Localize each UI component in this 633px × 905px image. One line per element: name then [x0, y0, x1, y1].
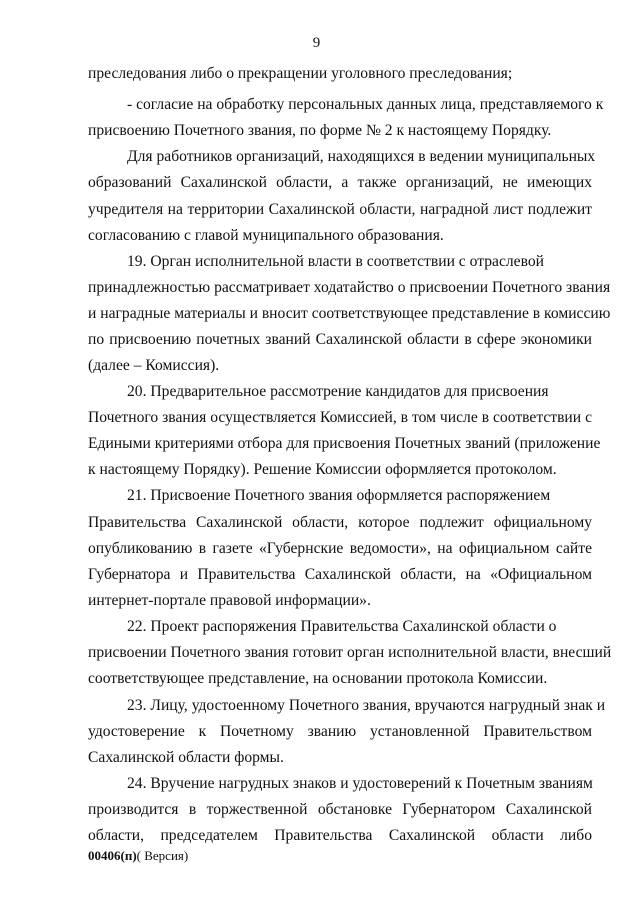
text-line: 21. Присвоение Почетного звания оформляется распоряжением: [127, 487, 551, 504]
text-line: преследования либо о прекращении уголовного преследования;: [88, 65, 513, 82]
text-line: - согласие на обработку персональных данных лица, представляемого к: [127, 96, 604, 113]
version-label: ( Версия): [136, 848, 189, 863]
text-line: Почетного звания осуществляется Комиссией, в том числе в соответствии с: [88, 409, 592, 426]
text-line: 22. Проект распоряжения Правительства Сахалинской области о: [127, 618, 557, 635]
text-line: 24. Вручение нагрудных знаков и удостоверений к Почетным званиям: [127, 775, 593, 792]
text-line: присвоению Почетного звания, по форме № 2 к настоящему Порядку.: [88, 122, 552, 139]
text-line: присвоении Почетного звания готовит орган исполнительной власти, внесший: [88, 644, 612, 661]
text-line: образований Сахалинской области, а также организаций, не имеющих: [88, 174, 592, 191]
text-line: интернет-портале правовой информации».: [88, 592, 371, 609]
text-line: и наградные материалы и вносит соответствующее представление в комиссию: [88, 305, 611, 322]
text-line: учредителя на территории Сахалинской области, наградной лист подлежит: [88, 201, 592, 218]
text-line: удостоверение к Почетному званию установленной Правительством: [88, 723, 592, 740]
text-line: по присвоению почетных званий Сахалинской области в сфере экономики: [88, 331, 592, 348]
text-line: области, председателем Правительства Сахалинской области либо: [88, 827, 592, 844]
text-line: производится в торжественной обстановке Губернатором Сахалинской: [88, 801, 592, 818]
text-line: Для работников организаций, находящихся в ведении муниципальных: [127, 148, 596, 165]
page-number: 9: [312, 35, 321, 51]
text-line: принадлежностью рассматривает ходатайство о присвоении Почетного звания: [88, 279, 611, 296]
text-line: 23. Лицу, удостоенному Почетного звания, вручаются нагрудный знак и: [127, 697, 606, 714]
text-line: к настоящему Порядку). Решение Комиссии оформляется протоколом.: [88, 461, 557, 478]
text-line: опубликованию в газете «Губернские ведомости», на официальном сайте: [88, 540, 592, 557]
text-line: Губернатора и Правительства Сахалинской области, на «Официальном: [88, 566, 592, 583]
text-line: (далее – Комиссия).: [88, 357, 220, 374]
text-line: 20. Предварительное рассмотрение кандидатов для присвоения: [127, 383, 549, 400]
text-line: соответствующее представление, на основании протокола Комиссии.: [88, 670, 548, 687]
text-line: Правительства Сахалинской области, которое подлежит официальному: [88, 514, 592, 531]
text-line: 19. Орган исполнительной власти в соответствии с отраслевой: [127, 253, 544, 270]
text-line: согласованию с главой муниципального образования.: [88, 227, 444, 244]
text-line: Сахалинской области формы.: [88, 749, 284, 766]
text-line: Едиными критериями отбора для присвоения Почетных званий (приложение: [88, 435, 601, 452]
version-footer: [88, 848, 188, 864]
document-code: 00406(п): [88, 848, 137, 863]
